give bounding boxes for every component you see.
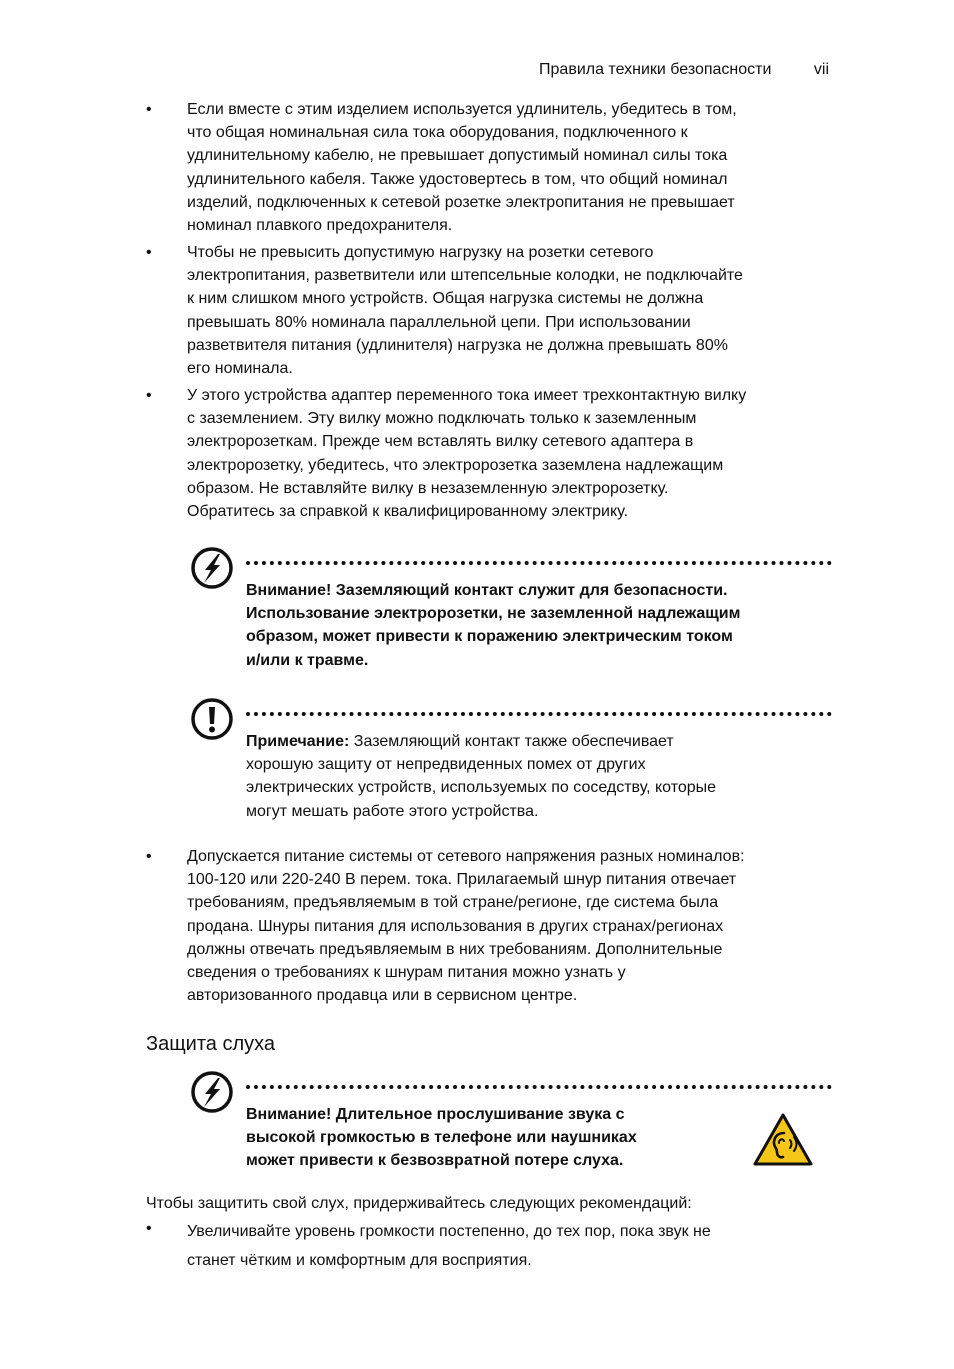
text-line: сведения о требованиях к шнурам питания можно узнать у <box>187 964 626 982</box>
text-line: что общая номинальная сила тока оборудования, подключенного к <box>187 124 688 142</box>
paragraph: Чтобы защитить свой слух, придерживайтесь следующих рекомендаций: <box>146 1195 692 1212</box>
section-title: Защита слуха <box>146 1033 276 1055</box>
text-line: должны отвечать предъявляемым в них требованиям. Дополнительные <box>187 940 723 958</box>
list-item-text <box>187 241 837 380</box>
text-line: требованиям, предъявляемым в той стране/регионе, где система была <box>187 894 719 912</box>
text-line: с заземлением. Эту вилку можно подключать только к заземленным <box>187 410 697 428</box>
bullet-dot: • <box>146 387 152 404</box>
exclamation-note-icon <box>189 696 235 742</box>
text-fragment: Заземляющий контакт также обеспечивает <box>349 733 674 750</box>
text-line: его номинала. <box>187 360 293 378</box>
text-line: номинал плавкого предохранителя. <box>187 217 453 235</box>
note-label: Примечание: <box>246 733 350 750</box>
text-line: Допускается питание системы от сетевого напряжения разных номиналов: <box>187 848 745 865</box>
text-line: электропитания, разветвители или штепсельные колодки, не подключайте <box>187 267 743 285</box>
list-item-text <box>187 98 837 237</box>
text-line: Использование электророзетки, не заземленной надлежащим <box>246 605 741 623</box>
text-line: образом. Не вставляйте вилку в незаземленную электророзетку. <box>187 479 669 497</box>
text-line: разветвителя питания (удлинителя) нагрузка не должна превышать 80% <box>187 336 728 354</box>
text-line: авторизованного продавца или в сервисном центре. <box>187 987 578 1005</box>
text-line: У этого устройства адаптер переменного тока имеет трехконтактную вилку <box>187 387 747 404</box>
text-line: высокой громкостью в телефоне или наушниках <box>246 1129 637 1147</box>
text-line <box>246 730 826 753</box>
dotted-divider <box>246 1085 832 1089</box>
text-line: Внимание! Длительное прослушивание звука с <box>246 1106 625 1123</box>
dotted-divider <box>246 561 832 565</box>
text-line: изделий, подключенных к сетевой розетке электропитания не превышает <box>187 193 735 211</box>
text-line: Увеличивайте уровень громкости постепенно, до тех пор, пока звук не <box>187 1223 711 1240</box>
page-header <box>539 58 829 81</box>
text-line: станет чётким и комфортным для восприятия. <box>187 1252 532 1269</box>
lightning-warning-icon <box>189 545 235 591</box>
text-line: 100-120 или 220-240 В перем. тока. Прилагаемый шнур питания отвечает <box>187 871 737 889</box>
page-number: vii <box>813 61 829 78</box>
list-item-text <box>187 384 837 523</box>
bullet-dot: • <box>146 848 152 865</box>
text-line: электрических устройств, используемых по соседству, которые <box>246 779 717 797</box>
warning-text <box>246 579 826 672</box>
text-line: и/или к травме. <box>246 651 369 669</box>
text-line: продана. Шнуры питания для использования в других странах/регионах <box>187 917 724 935</box>
bullet-dot: • <box>146 101 152 118</box>
bullet-dot: • <box>146 244 152 261</box>
text-line: Если вместе с этим изделием используется удлинитель, убедитесь в том, <box>187 101 737 118</box>
text-line: Обратитесь за справкой к квалифицированному электрику. <box>187 503 629 521</box>
text-line: электророзетку, убедитесь, что электророзетка заземлена надлежащим <box>187 456 724 474</box>
text-line: может привести к безвозвратной потере слуха. <box>246 1152 624 1170</box>
text-line: Чтобы не превысить допустимую нагрузку на розетки сетевого <box>187 244 654 261</box>
text-line: Внимание! Заземляющий контакт служит для безопасности. <box>246 582 728 599</box>
text-line: удлинительному кабелю, не превышает допустимый номинал силы тока <box>187 147 728 165</box>
note-text <box>246 730 826 823</box>
list-item-text <box>187 845 837 1007</box>
lightning-warning-icon <box>189 1069 235 1115</box>
text-line: хорошую защиту от непредвиденных помех от других <box>246 756 646 774</box>
hearing-hazard-icon <box>753 1113 813 1167</box>
text-line: электророзеткам. Прежде чем вставлять вилку сетевого адаптера в <box>187 433 694 451</box>
list-item-text <box>187 1217 837 1275</box>
dotted-divider <box>246 712 832 716</box>
warning-text <box>246 1103 826 1173</box>
header-title: Правила техники безопасности <box>539 61 772 78</box>
text-line: удлинительного кабеля. Также удостовертесь в том, что общий номинал <box>187 170 728 188</box>
text-line: превышать 80% номинала параллельной цепи. При использовании <box>187 313 691 331</box>
text-line: образом, может привести к поражению электрическим током <box>246 628 733 646</box>
text-line: могут мешать работе этого устройства. <box>246 802 539 820</box>
text-line: к ним слишком много устройств. Общая нагрузка системы не должна <box>187 290 704 308</box>
bullet-dot: • <box>146 1220 152 1237</box>
